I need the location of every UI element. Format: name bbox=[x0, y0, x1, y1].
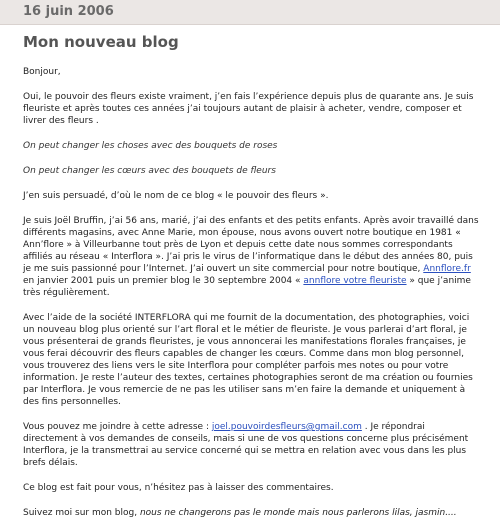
paragraph-about: Je suis Joël Bruffin, j’ai 56 ans, marié, j’ai des enfants et des petits enfants. Après avoir travaillé dans différents magasins, avec Anne Marie, mon épouse, nous avons ouvert notre boutique en 1981 « Ann’flore » à Villeurbanne tout près de Lyon et depuis cette date nous sommes correspondants affiliés au réseau « Interflora ». J’ai pris le virus de l’informatique dans le début des années 80, puis je me suis passionné pour l’Internet. J’ai ouvert un site commercial pour notre boutique, Annflore.fr en janvier 2001 puis un premier blog le 30 septembre 2004 « annflore votre fleuriste » que j’anime très régulièrement. bbox=[23, 216, 479, 298]
quote-roses: On peut changer les choses avec des bouquets de roses bbox=[23, 141, 278, 151]
paragraph-comments: Ce blog est fait pour vous, n’hésitez pas à laisser des commentaires. bbox=[23, 483, 334, 493]
paragraph-intro: Oui, le pouvoir des fleurs existe vraiment, j’en fais l’expérience depuis plus de quarante ans. Je suis fleuriste et après toutes ces années j’ai toujours autant de plaisir à acheter, vendre, composer et livrer des fleurs . bbox=[23, 92, 474, 126]
paragraph-blog-name: J’en suis persuadé, d’où le nom de ce blog « le pouvoir des fleurs ». bbox=[23, 191, 329, 201]
post-date-bar bbox=[0, 0, 500, 25]
paragraph-interflora: Avec l’aide de la société INTERFLORA qui me fournit de la documentation, des photographies, voici un nouveau blog plus orienté sur l’art floral et le métier de fleuriste. Je vous parlerai d’art floral, je vous présenterai de grands fleuristes, je vous annoncerai les manifestations florales françaises, je vous ferai découvrir des fleurs capables de changer les cœurs. Comme dans mon blog personnel, vous trouverez des liens vers le site Interflora pour compléter parfois mes notes ou pour votre information. Je reste l’auteur des textes, certaines photographies seront de ma création ou fournies par Interflora. Je vous remercie de ne pas les utiliser sans m’en faire la demande et uniquement à des fins personnelles. bbox=[23, 313, 473, 407]
annflore-link[interactable]: Annflore.fr bbox=[423, 264, 471, 274]
annflore-blog-link[interactable]: annflore votre fleuriste bbox=[303, 276, 407, 286]
quote-coeurs: On peut changer les cœurs avec des bouquets de fleurs bbox=[23, 166, 276, 176]
greeting: Bonjour, bbox=[23, 67, 61, 77]
post-title: Mon nouveau blog bbox=[23, 33, 179, 51]
paragraph-contact: Vous pouvez me joindre à cette adresse : joel.pouvoirdesfleurs@gmail.com . Je répondrai directement à vos demandes de conseils, mais si une de vos questions concerne plus précisément Interflora, je la transmettrai au service concerné qui se mettra en relation avec vous dans les plus brefs délais. bbox=[23, 422, 469, 468]
post-body bbox=[23, 66, 479, 532]
paragraph-follow: Suivez moi sur mon blog, nous ne changerons pas le monde mais nous parlerons lilas, jasmin.... bbox=[23, 508, 457, 518]
email-link[interactable]: joel.pouvoirdesfleurs@gmail.com bbox=[211, 422, 362, 432]
post-date: 16 juin 2006 bbox=[23, 4, 114, 19]
